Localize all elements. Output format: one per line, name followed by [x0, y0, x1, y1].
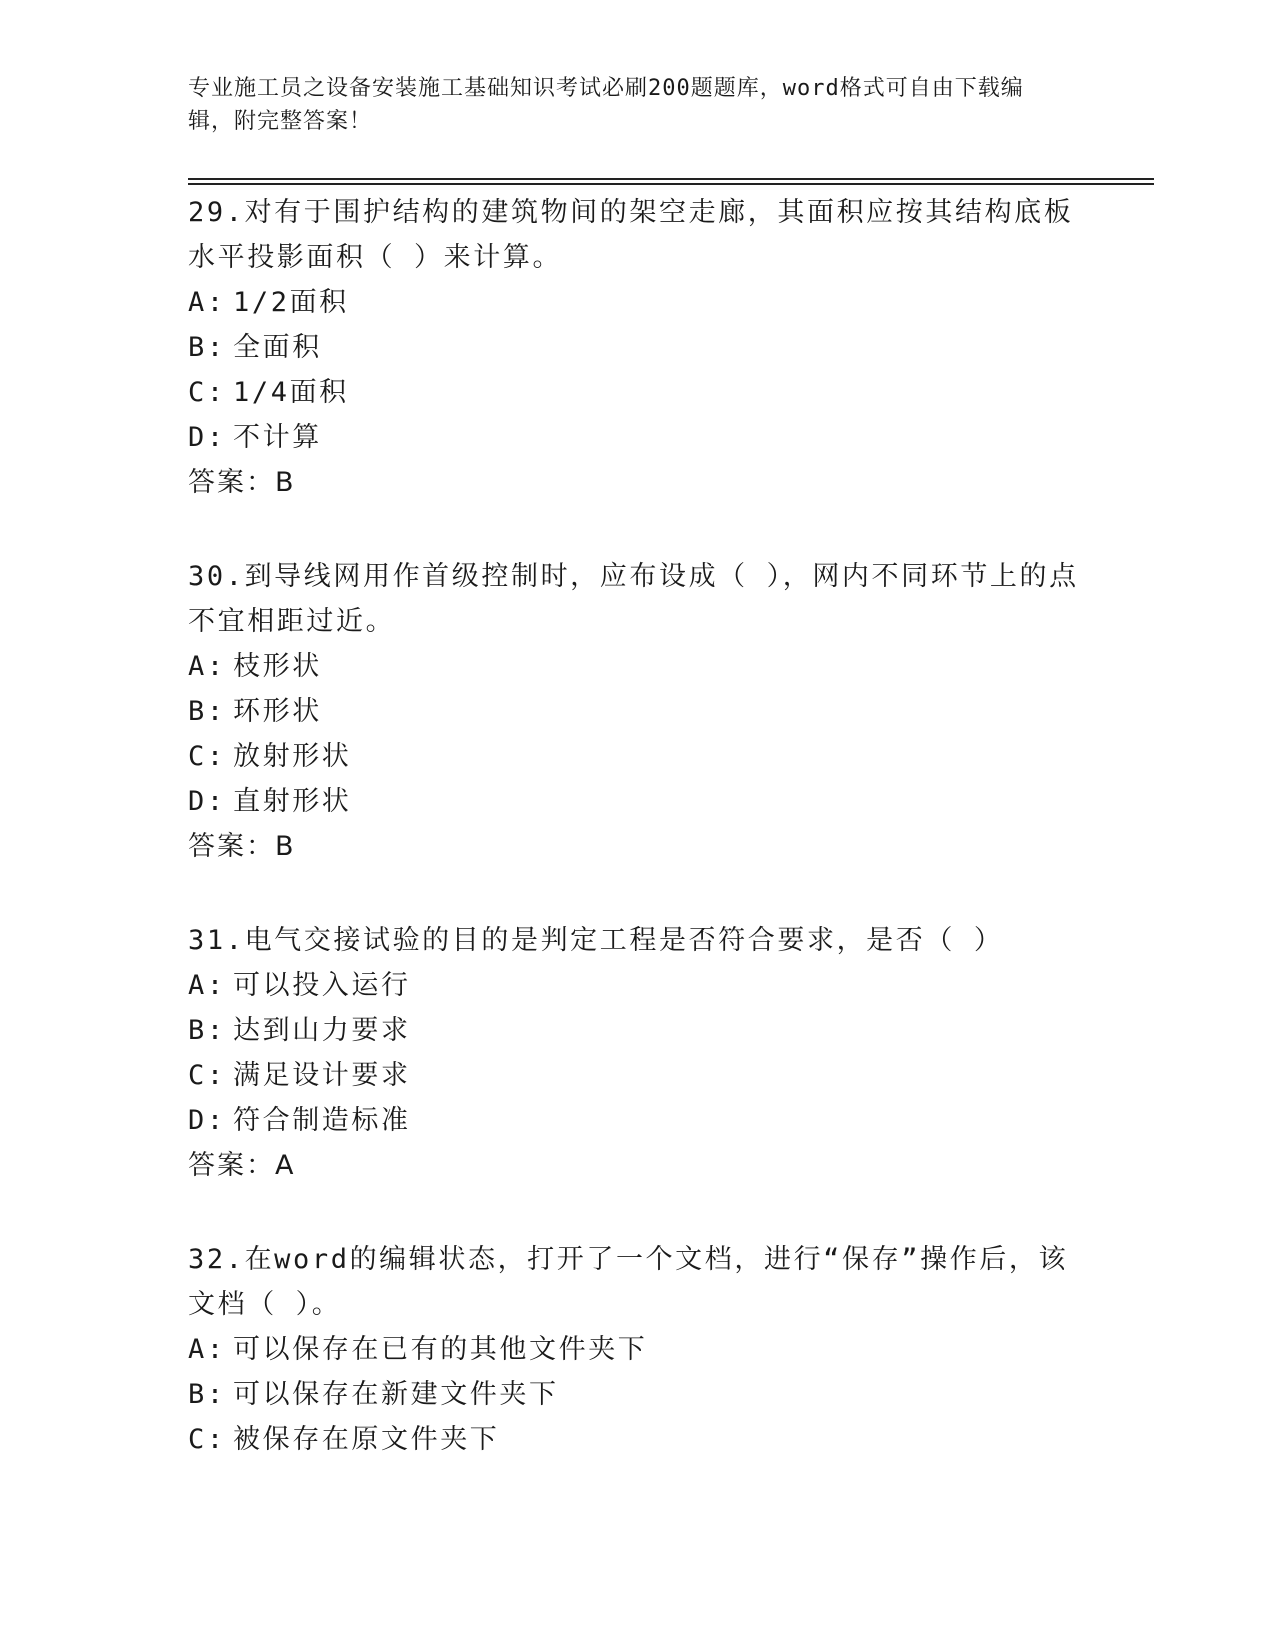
option-text: 1/2面积	[233, 287, 349, 318]
option-a	[188, 644, 1088, 689]
option-letter: B:	[188, 696, 226, 727]
option-c	[188, 734, 1088, 779]
option-text: 满足设计要求	[233, 1060, 411, 1091]
question-32	[188, 1237, 1088, 1462]
document-header: 专业施工员之设备安装施工基础知识考试必刷200题题库，word格式可自由下载编辑，附完整答案！	[188, 76, 1024, 134]
option-letter: B:	[188, 332, 226, 363]
option-letter: A:	[188, 1334, 226, 1365]
option-letter: B:	[188, 1015, 226, 1046]
option-text: 被保存在原文件夹下	[233, 1424, 500, 1455]
option-c	[188, 1053, 1088, 1098]
question-31	[188, 918, 1088, 1188]
option-letter: D:	[188, 422, 226, 453]
option-d	[188, 779, 1088, 824]
option-text: 达到山力要求	[233, 1015, 411, 1046]
option-letter: C:	[188, 377, 226, 408]
option-d	[188, 415, 1088, 460]
option-c	[188, 1417, 1088, 1462]
option-text: 枝形状	[233, 651, 322, 682]
option-letter: D:	[188, 1105, 226, 1136]
option-text: 直射形状	[233, 786, 352, 817]
option-a	[188, 280, 1088, 325]
option-c	[188, 370, 1088, 415]
question-stem: 31.电气交接试验的目的是判定工程是否符合要求，是否（ ）	[188, 925, 1004, 956]
option-text: 全面积	[233, 332, 322, 363]
option-b	[188, 325, 1088, 370]
option-d	[188, 1098, 1088, 1143]
option-text: 环形状	[233, 696, 322, 727]
option-text: 符合制造标准	[233, 1105, 411, 1136]
option-text: 可以投入运行	[233, 970, 411, 1001]
option-letter: D:	[188, 786, 226, 817]
option-letter: C:	[188, 1060, 226, 1091]
option-text: 可以保存在新建文件夹下	[233, 1379, 559, 1410]
option-text: 不计算	[233, 422, 322, 453]
question-30	[188, 554, 1088, 869]
question-29	[188, 190, 1088, 505]
option-letter: C:	[188, 1424, 226, 1455]
option-letter: B:	[188, 1379, 226, 1410]
header-divider-bottom	[188, 183, 1154, 185]
question-stem: 29.对有于围护结构的建筑物间的架空走廊，其面积应按其结构底板水平投影面积（ ）来计算。	[188, 197, 1074, 273]
option-b	[188, 689, 1088, 734]
option-a	[188, 1327, 1088, 1372]
answer-line: 答案：B	[188, 467, 296, 498]
answer-line: 答案：B	[188, 831, 296, 862]
option-a	[188, 963, 1088, 1008]
option-text: 放射形状	[233, 741, 352, 772]
question-list	[188, 190, 1088, 1511]
question-stem: 30.到导线网用作首级控制时，应布设成（ ），网内不同环节上的点不宜相距过近。	[188, 561, 1079, 637]
option-letter: A:	[188, 651, 226, 682]
option-letter: A:	[188, 970, 226, 1001]
question-stem: 32.在word的编辑状态，打开了一个文档，进行“保存”操作后，该文档（ ）。	[188, 1244, 1069, 1320]
answer-line: 答案：A	[188, 1150, 296, 1181]
option-b	[188, 1372, 1088, 1417]
option-letter: A:	[188, 287, 226, 318]
header-divider-top	[188, 178, 1154, 180]
option-text: 可以保存在已有的其他文件夹下	[233, 1334, 648, 1365]
option-letter: C:	[188, 741, 226, 772]
option-b	[188, 1008, 1088, 1053]
option-text: 1/4面积	[233, 377, 349, 408]
